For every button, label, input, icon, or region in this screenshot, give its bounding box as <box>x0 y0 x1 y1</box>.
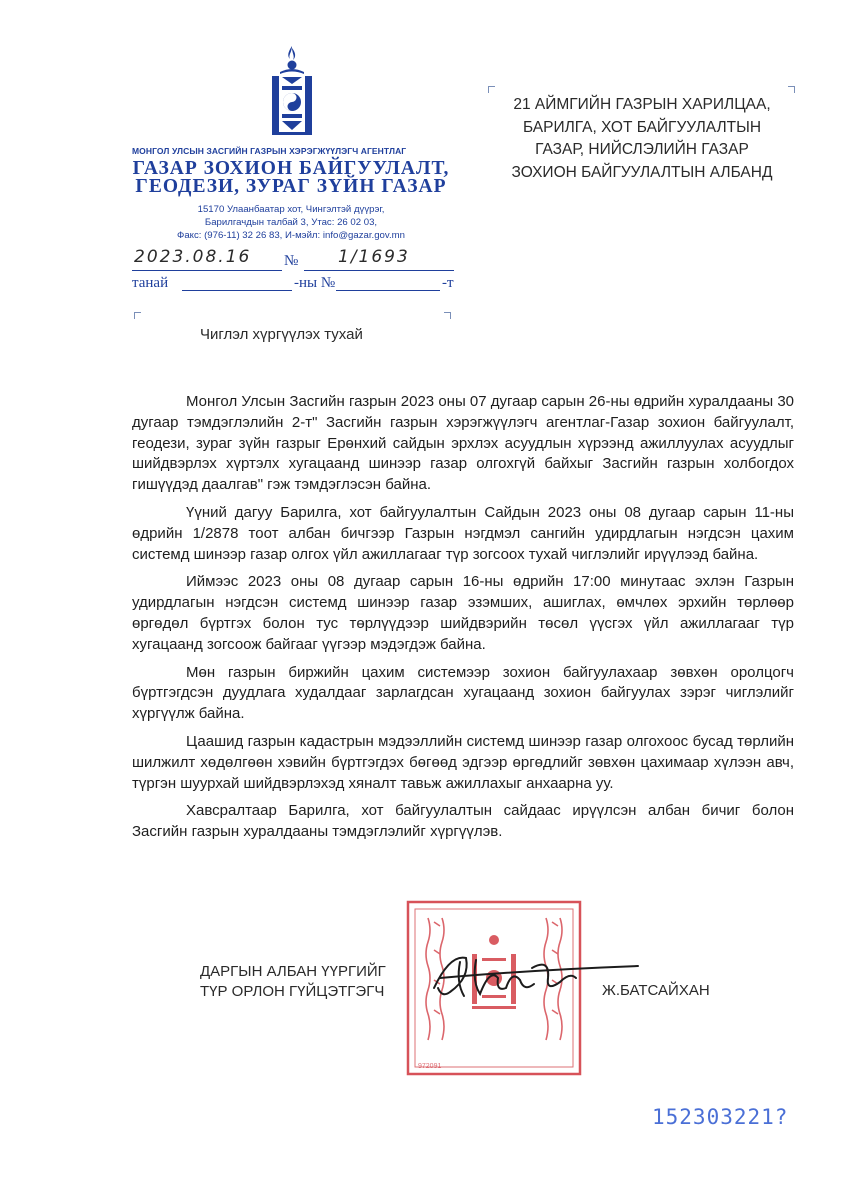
ref-nyn: -ны № <box>294 275 336 291</box>
signatory-title-line1: ДАРГЫН АЛБАН ҮҮРГИЙГ <box>200 963 386 980</box>
address-line3: Факс: (976-11) 32 26 83, И-мэйл: info@gazar.gov.mn <box>177 230 405 241</box>
address-line2: Барилгачдын талбай 3, Утас: 26 02 03, <box>204 217 378 228</box>
reference-row <box>132 275 454 295</box>
number-label: № <box>284 253 299 269</box>
registration-number: 152303221? <box>652 1105 789 1129</box>
ref-tanai: танай <box>132 275 169 291</box>
agency-name-line1: ГАЗАР ЗОХИОН БАЙГУУЛАЛТ, <box>132 158 450 179</box>
recipient-line2: БАРИЛГА, ХОТ БАЙГУУЛАЛТЫН <box>522 118 762 136</box>
recipient-line4: ЗОХИОН БАЙГУУЛАЛТЫН АЛБАНД <box>511 163 773 181</box>
corner-mark <box>134 312 141 319</box>
date-number-row <box>132 247 454 273</box>
body-paragraph-5: Цаашид газрын кадастрын мэдээллийн системд шинээр газар олгохоос бусад төрлийн шилжилт хөдөлгөөн хэвийн бүртгэгдэх бөгөөд эдгээр өргөдлийг зөвхөн цахимаар хүлээн авч, түргэн шуурхай шийдвэрлэхэд хяналт тавьж ажиллахыг анхаарна уу. <box>132 732 794 792</box>
handwritten-number: 1/1693 <box>338 247 410 267</box>
letter-body <box>132 392 794 850</box>
ref-number-underline <box>336 290 440 291</box>
agency-address <box>140 203 442 242</box>
body-paragraph-4: Мөн газрын биржийн цахим системээр зохион байгуулахаар зөвхөн оролцогч бүртгэгдсэн дуудлага худалдааг зарлагдсан хугацаанд зохион байгуулах зэрэг чиглэлийг хүргүүлж байна. <box>132 663 794 723</box>
signatory-name: Ж.БАТСАЙХАН <box>602 982 710 999</box>
ref-t: -т <box>442 275 454 291</box>
agency-affiliation: МОНГОЛ УЛСЫН ЗАСГИЙН ГАЗРЫН ХЭРЭГЖҮҮЛЭГЧ АГЕНТЛАГ <box>132 146 407 156</box>
corner-mark <box>444 312 451 319</box>
agency-name-line2: ГЕОДЕЗИ, ЗУРАГ ЗҮЙН ГАЗАР <box>135 176 447 197</box>
recipient-block <box>492 94 792 184</box>
ref-date-underline <box>182 290 292 291</box>
soyombo-emblem-icon <box>268 44 316 136</box>
body-paragraph-3: Иймээс 2023 оны 08 дугаар сарын 16-ны өдрийн 17:00 минутаас эхлэн Газрын удирдлагын нэгдсэн системд шинээр газар эзэмших, ашиглах, өмчлөх эрхийн төрлөөр өргөдөл бүртгэх болон тус төрлүүдээр шийдвэрийн төсөл үүсгэх үйл ажиллагааг түр хугацаанд зогсоож байгааг үүгээр мэдэгдэж байна. <box>132 573 794 653</box>
corner-mark <box>788 86 795 93</box>
number-underline <box>304 270 454 271</box>
agency-name <box>132 160 450 196</box>
signatory-title <box>200 962 386 1002</box>
body-paragraph-6: Хавсралтаар Барилга, хот байгуулалтын сайдаас ирүүлсэн албан бичиг болон Засгийн газрын хуралдааны тэмдэглэлийг хүргүүлэв. <box>132 802 794 841</box>
recipient-line3: ГАЗАР, НИЙСЛЭЛИЙН ГАЗАР <box>535 141 749 158</box>
handwritten-date: 2023.08.16 <box>134 247 252 267</box>
letter-subject: Чиглэл хүргүүлэх тухай <box>200 326 363 343</box>
body-paragraph-1: Монгол Улсын Засгийн газрын 2023 оны 07 дугаар сарын 26-ны өдрийн хуралдааны 30 дугаар тэмдэглэлийн 2-т" Засгийн газрын хэрэгжүүлэгч агентлаг-Газар зохион байгуулалт, геодези, зураг зүйн газрыг Ерөнхий сайдын эрхлэх асуудлын хүрээнд ажиллуулах асуудлыг шийдвэрлэх хүртэлх хугацаанд шинээр газар олгохгүй байхыг Засгийн газрын холбогдох гишүүдэд даалгав" гэж тэмдэглэсэн байна. <box>132 393 794 494</box>
body-paragraph-2: Үүний дагуу Барилга, хот байгуулалтын Сайдын 2023 оны 08 дугаар сарын 11-ны өдрийн 1/2878 тоот албан бичгээр Газрын нэгдмэл сангийн удирдлагын нэгдсэн цахим системд шинээр газар олгох үйл ажиллагааг түр зогсоох тухай чиглэлийг ирүүлээд байна. <box>132 503 794 563</box>
signatory-title-line2: ТҮР ОРЛОН ГҮЙЦЭТГЭГЧ <box>200 983 385 1000</box>
address-line1: 15170 Улаанбаатар хот, Чингэлтэй дүүрэг, <box>197 204 385 215</box>
corner-mark <box>488 86 495 93</box>
date-underline <box>132 270 282 271</box>
svg-text:972091: 972091 <box>418 1063 442 1070</box>
recipient-line1: 21 АЙМГИЙН ГАЗРЫН ХАРИЛЦАА, <box>513 96 771 113</box>
